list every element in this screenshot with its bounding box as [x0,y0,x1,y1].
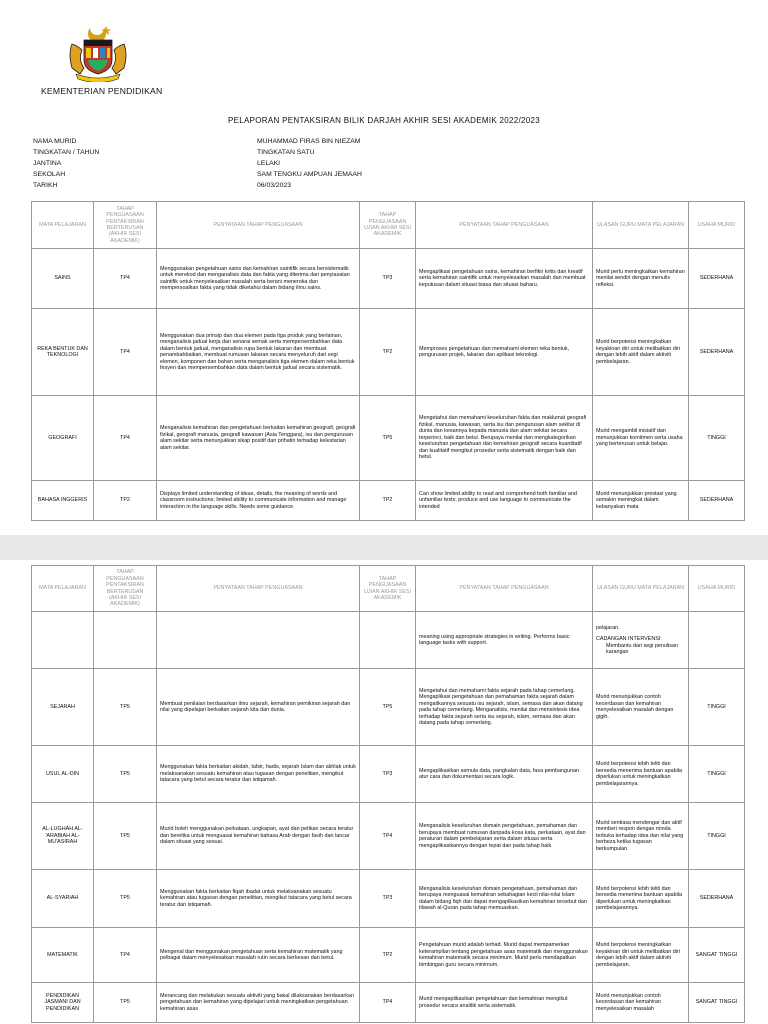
col-header-subject: MATA PELAJARAN [32,566,94,612]
student-effort: TINGGI [689,396,745,481]
student-info [33,136,733,191]
student-effort: TINGGI [689,746,745,803]
continuous-statement: Merancang dan melakukan sesuatu aktiviti yang bakal dilaksanakan berdasarkan pengetahuan dan kemahiran yang dipelajari untuk meningkatkan pengetahuan kemahiran asas [157,983,360,1023]
col-header-subject: MATA PELAJARAN [32,202,94,249]
student-effort: SEDERHANA [689,249,745,309]
student-effort: SEDERHANA [689,870,745,928]
intervention-title: CADANGAN INTERVENSI: [596,636,662,642]
table-row [32,928,745,983]
info-label: NAMA MURID [33,138,77,145]
subject-name: REKA BENTUK DAN TEKNOLOGI [32,309,94,396]
continuous-level: TP5 [94,669,157,746]
table-row [32,309,745,396]
report-page-2 [0,560,768,1024]
continuous-statement: Menggunakan dua prinsip dan dua elemen pada tiga produk yang berlainan, menganalisis jadual kerja dan senarai semak serta mempersembahkan data dalam bentuk jadual, menganalisis rupa bentuk lakaran dan membuat penambahbaikan, membuat rumusan lakaran secara menyeluruh dari segi elemen, komponen dan bahan serta menganalisis tiga elemen dalam reka bentuk fesyen dan mempersembahkan data dalam bentuk jadual secara sistematik. [157,309,360,396]
table-row [32,746,745,803]
continuous-level: TP5 [94,983,157,1023]
continuous-level: TP4 [94,396,157,481]
subject-name: USUL AL-DIN [32,746,94,803]
col-header-exam-level: TAHAP PENGUASAAN UJIAN AKHIR SESI AKADEMIK [360,566,416,612]
student-effort: SANGAT TINGGI [689,928,745,983]
exam-level: TP3 [360,249,416,309]
continuous-level: TP5 [94,803,157,870]
subject-name: PENDIDIKAN JASMANI DAN PENDIDIKAN [32,983,94,1023]
assessment-table-page-1 [31,201,745,521]
malaysia-coat-of-arms-logo [66,24,130,82]
exam-level: TP4 [360,983,416,1023]
student-class: TINGKATAN SATU [257,149,315,156]
subject-name: MATEMATIK [32,928,94,983]
subject-name: AL-SYARIAH [32,870,94,928]
exam-level: TP4 [360,803,416,870]
continuous-statement: Menggunakan fakta berkaitan fiqah ibadat untuk melaksanakan sesuatu kemahiran atau tugasan dengan penelitian, mengikut tatacara yang betul secara teratur dan istiqamah. [157,870,360,928]
table-row [32,983,745,1023]
info-row-gender [33,158,733,169]
teacher-remark: Murid perlu meningkatkan kemahiran menilai sendiri dengan menulis refleksi. [593,249,689,309]
continuous-level: TP4 [94,249,157,309]
empty-cell [360,612,416,669]
continuous-statement: Menggunakan fakta berkaitan akidah, tafsir, hadis, sejarah Islam dan akhlak untuk melaksanakan sesuatu kemahiran atau tugasan dengan penelitian, mengikut tatacara yang betul secara teratur dan istiqamah. [157,746,360,803]
exam-statement: Menganalisis keseluruhan domain pengetahuan, pemahaman dan berupaya membuat rumusan daripada kosa kata, perkataan, ayat dan peraturan dalam pembelajaran serta dalam situasi serta mengaplikasikannya dengan tepat dan pada tahap baik. [416,803,593,870]
table-row-continuation [32,612,745,669]
page-separator [0,535,768,560]
col-header-continuous-statement: PENYATAAN TAHAP PENGUASAAN [157,566,360,612]
subject-name: GEOGRAFI [32,396,94,481]
student-effort: SANGAT TINGGI [689,983,745,1023]
exam-level: TP5 [360,669,416,746]
ministry-name: KEMENTERIAN PENDIDIKAN [41,86,163,96]
student-name: MUHAMMAD FIRAS BIN NIEZAM [257,138,361,145]
exam-level: TP3 [360,870,416,928]
teacher-remark: Murid sentiasa mendengar dan aktif memberi respon dengan minda terbuka terhadap idea dan nilai yang berbeza ketika tugasan berkumpulan. [593,803,689,870]
subject-name: BAHASA INGGERIS [32,481,94,521]
exam-statement: Mengetahui dan memahami keseluruhan fakta dan maklumat geografi fizikal, manusia, kawasan, serta isu dan pengurusan alam sekitar di dunia dan kesannya kepada manusia dan alam sekitar secara terperinci, baik dan betul. Berupaya menilai dan mengkategorikan keseluruhan pengetahuan dan kemahiran geografi secara kuantitatif dan kualitatif mengikut prosedur serta sistematik dengan baik dan betul. [416,396,593,481]
continuous-statement: Menggunakan pengetahuan sains dan kemahiran saintifik secara bersistematik untuk merekod dan menganalisis data dan fakta yang diterima dari penyiasatan saintifik untuk menyelesaikan masalah serta berani meneroka dan mempersoalkan fakta yang tidak diketahui dalam bidang ilmu sains. [157,249,360,309]
col-header-effort: USAHA MURID [689,566,745,612]
exam-statement: Memproses pengetahuan dan memahami elemen reka bentuk, pengurusan projek, lakaran dan aplikasi teknologi. [416,309,593,396]
subject-name: SAINS [32,249,94,309]
report-date: 06/03/2023 [257,182,292,189]
info-label: TARIKH [33,182,58,189]
col-header-continuous-level: TAHAP PENGUASAAN PENTAKSIRAN BERTERUSAN (AKHIR SESI AKADEMIK) [94,566,157,612]
report-title: PELAPORAN PENTAKSIRAN BILIK DARJAH AKHIR SESI AKADEMIK 2022/2023 [227,116,541,125]
table-row [32,669,745,746]
continuous-level: TP5 [94,870,157,928]
teacher-remark: Murid berpotensi meningkatkan keyakinan diri untuk melibatkan diri dengan lebih aktif dalam aktiviti pembelajaran. [593,928,689,983]
continuous-statement: Displays limited understanding of ideas, details, the meaning of words and classroom instructions; limited ability to communicate information and manage interaction in the language skills. Needs some guidance. [157,481,360,521]
exam-statement: Mengetahui dan memahami fakta sejarah pada tahap cemerlang. Mengaplikasi pengetahuan dan pemahaman fakta sejarah dalam mengaitkannya sesuatu isu sejarah, islam, semasa dan akan datang pada tahap cemerlang. Menganalisis, menilai dan mensintesis idea terhadap fakta sejarah serta isu sejarah, islam, semasa dan akan datang pada tahap cemerlang. [416,669,593,746]
exam-level: TP2 [360,928,416,983]
exam-statement: Mengaplikasi pengetahuan sains, kemahiran berfikir kritis dan kreatif serta kemahiran saintifik untuk menyelesaikan masalah dan membuat keputusan dalam situasi biasa dan situasi baharu. [416,249,593,309]
table-row [32,396,745,481]
continuous-level: TP4 [94,309,157,396]
continuous-statement: Murid boleh menggunakan perkataan, ungkapan, ayat dan petikan secara teratur dan beretika untuk menguasai kemahiran bahasa Arab dengan fasih dan lancar dalam situasi yang sesuai. [157,803,360,870]
table-header-row [32,566,745,612]
teacher-remark: Murid menunjukkan contoh kecerdasan dan kemahiran menyelesaikan masalah [593,983,689,1023]
info-label: JANTINA [33,160,62,167]
info-row-name [33,136,733,147]
exam-statement: Murid mengaplikasikan pengetahuan dan kemahiran mengikut prosedur secara analitik serta sistematik. [416,983,593,1023]
continuous-statement: Mengenal dan menggunakan pengetahuan serta kemahiran matematik yang pelbagai dalam menyelesaikan masalah rutin secara berkesan dan betul. [157,928,360,983]
teacher-remark-continuation: pelajaran. [596,624,620,631]
empty-cell [157,612,360,669]
exam-statement: Can show limited ability to read and comprehend both familiar and unfamiliar texts; produce and use language to communicate the intended [416,481,593,521]
student-effort: TINGGI [689,669,745,746]
continuous-level: TP4 [94,928,157,983]
exam-level: TP2 [360,309,416,396]
info-label: SEKOLAH [33,171,66,178]
student-school: SAM TENGKU AMPUAN JEMAAH [257,171,362,178]
continuous-level: TP5 [94,746,157,803]
subject-name: AL-LUGHAH AL-'ARABIAH AL-MU'ASIRAH [32,803,94,870]
teacher-remark [593,612,689,669]
student-gender: LELAKI [257,160,281,167]
empty-cell [689,612,745,669]
empty-cell [32,612,94,669]
col-header-exam-level: TAHAP PENGUASAAN UJIAN AKHIR SESI AKADEMIK [360,202,416,249]
intervention-body: Membantu dari segi penulisan karangan [606,642,678,655]
exam-statement: Menganalisis keseluruhan domain pengetahuan, pemahaman dan berupaya menguasai kemahiran sebahagian kecil nilai-nilai Islam dalam bidang fiqh dan dapat mengaplikasikan kemahiran tersebut dan tilawah al-Quran pada tahap memuaskan. [416,870,593,928]
continuous-statement: Menganalisis kemahiran dan pengetahuan berkaitan kemahiran geografi, geografi fizikal, geografi manusia, geografi kawasan (Asia Tenggara), isu dan pengurusan alam sekitar serta menunjukkan sikap positif dan prihatin terhadap kelestarian alam sekitar. [157,396,360,481]
exam-statement: meaning using appropriate strategies in writing. Performs basic language tasks with support. [416,612,593,669]
info-row-class [33,147,733,158]
table-row [32,249,745,309]
info-row-school [33,169,733,180]
student-effort: SEDERHANA [689,481,745,521]
continuous-statement: Membuat penilaian berdasarkan ilmu sejarah, kemahiran pemikiran sejarah dan nilai yang dipelajari berkaitan sejarah kita dan dunia. [157,669,360,746]
assessment-table-page-2 [31,565,745,1023]
exam-level: TP2 [360,481,416,521]
table-row [32,870,745,928]
col-header-continuous-level: TAHAP PENGUASAAN PENTAKSIRAN BERTERUSAN (AKHIR SESI AKADEMIK) [94,202,157,249]
info-row-date [33,180,733,191]
col-header-exam-statement: PENYATAAN TAHAP PENGUASAAN [416,566,593,612]
exam-statement: Mengaplikasikan semula data, pangkalan data, fasa pembangunan atur cara dan dokumentasi secara logik. [416,746,593,803]
teacher-remark: Murid menunjukkan prestasi yang semakin meningkat dalam kebanyakan mata [593,481,689,521]
col-header-continuous-statement: PENYATAAN TAHAP PENGUASAAN [157,202,360,249]
table-row [32,803,745,870]
col-header-teacher-remark: ULASAN GURU MATA PELAJARAN [593,566,689,612]
student-effort: SEDERHANA [689,309,745,396]
teacher-remark: Murid berpotensi lebih teliti dan bersedia menerima bantuan apabila diperlukan untuk meningkatkan pembelajarannya. [593,870,689,928]
col-header-teacher-remark: ULASAN GURU MATA PELAJARAN [593,202,689,249]
teacher-remark: Murid menunjukkan contoh kecerdasan dan kemahiran menyelesaikan masalah dengan gigih. [593,669,689,746]
exam-statement: Pengetahuan murid adalah terhad. Murid dapat mempamerkan keterampilan tentang pengetahuan asas matematik dan menggunakan kemahiran matematik secara minimum. Murid perlu mendapatkan bimbingan guru secara minimum. [416,928,593,983]
exam-level: TP3 [360,746,416,803]
subject-name: SEJARAH [32,669,94,746]
col-header-exam-statement: PENYATAAN TAHAP PENGUASAAN [416,202,593,249]
teacher-remark: Murid berpotensi meningkatkan keyakinan diri untuk melibatkan diri dengan lebih aktif dalam aktiviti pembelajaran. [593,309,689,396]
info-label: TINGKATAN / TAHUN [33,149,100,156]
empty-cell [94,612,157,669]
student-effort: TINGGI [689,803,745,870]
teacher-remark: Murid mengambil inisiatif dan menunjukkan komitmen serta usaha yang berterusan untuk belajar. [593,396,689,481]
table-row [32,481,745,521]
table-header-row [32,202,745,249]
col-header-effort: USAHA MURID [689,202,745,249]
exam-level: TP5 [360,396,416,481]
teacher-remark: Murid berpotensi lebih teliti dan bersedia menerima bantuan apabila diperlukan untuk meningkatkan pembelajarannya. [593,746,689,803]
continuous-level: TP2 [94,481,157,521]
